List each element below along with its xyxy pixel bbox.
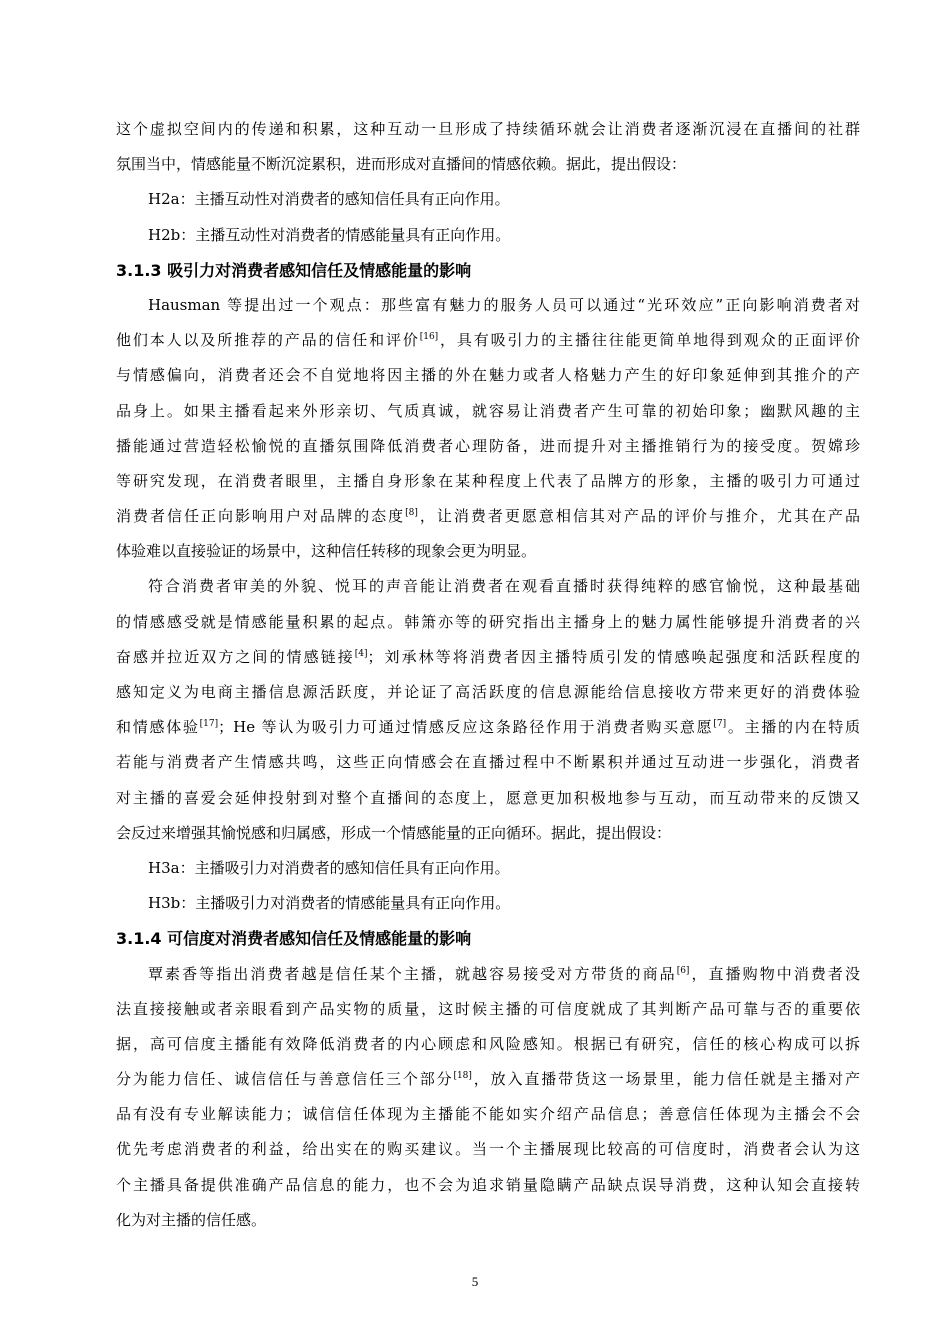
body-line: 若能与消费者产生情感共鸣，这些正向情感会在直播过程中不断累积并通过互动进一步强化，消费者 [116, 753, 860, 772]
citation: [6] [676, 965, 690, 976]
hypothesis-h3b: H3b：主播吸引力对消费者的情感能量具有正向作用。 [148, 894, 511, 913]
citation: [8] [405, 508, 418, 519]
body-line: 符合消费者审美的外貌、悦耳的声音能让消费者在观看直播时获得纯粹的感官愉悦，这种最基础 [148, 577, 860, 596]
body-line: 消费者信任正向影响用户对品牌的态度[8]，让消费者更愿意相信其对产品的评价与推介，尤其在产品 [116, 507, 860, 526]
section-heading-3-1-4: 3.1.4 可信度对消费者感知信任及情感能量的影响 [116, 929, 472, 949]
body-line: 感知定义为电商主播信息源活跃度，并论证了高活跃度的信息源能给信息接收方带来更好的消费体验 [116, 683, 860, 701]
body-line: 和情感体验[17]；He 等认为吸引力可通过情感反应这条路径作用于消费者购买意愿[7]。主播的内在特质 [116, 718, 860, 737]
body-line: 这个虚拟空间内的传递和积累，这种互动一旦形成了持续循环就会让消费者逐渐沉浸在直播间的社群 [116, 120, 860, 138]
body-line: 覃素香等指出消费者越是信任某个主播，就越容易接受对方带货的商品[6]，直播购物中消费者没 [148, 964, 860, 983]
body-line: Hausman 等提出过一个观点：那些富有魅力的服务人员可以通过“光环效应”正向影响消费者对 [148, 295, 860, 314]
citation: [16] [419, 332, 439, 343]
body-line: 法直接接触或者亲眼看到产品实物的质量，这时候主播的可信度就成了其判断产品可靠与否的重要依 [116, 999, 860, 1018]
body-line: 等研究发现，在消费者眼里，主播自身形象在某种程度上代表了品牌方的形象，主播的吸引力可通过 [116, 471, 860, 490]
body-line: 他们本人以及所推荐的产品的信任和评价[16]，具有吸引力的主播往往能更简单地得到观众的正面评价 [116, 331, 860, 350]
page-body [116, 112, 860, 1238]
body-line: 氛围当中，情感能量不断沉淀累积，进而形成对直播间的情感依赖。据此，提出假设： [116, 155, 687, 174]
body-line: 据，高可信度主播能有效降低消费者的内心顾虑和风险感知。根据已有研究，信任的核心构成可以拆 [116, 1034, 860, 1053]
body-line: 对主播的喜爱会延伸投射到对整个直播间的态度上，愿意更加积极地参与互动，而互动带来的反馈又 [116, 788, 860, 807]
body-line: 与情感偏向，消费者还会不自觉地将因主播的外在魅力或者人格魅力产生的好印象延伸到其推介的产 [116, 366, 860, 385]
hypothesis-h2b: H2b：主播互动性对消费者的情感能量具有正向作用。 [148, 225, 511, 244]
body-line: 播能通过营造轻松愉悦的直播氛围降低消费者心理防备，进而提升对主播推销行为的接受度。贺嫦珍 [116, 436, 860, 455]
body-line: 奋感并拉近双方之间的情感链接[4]；刘承林等将消费者因主播特质引发的情感唤起强度和活跃程度的 [116, 647, 860, 666]
body-line: 的情感感受就是情感能量积累的起点。韩箫亦等的研究指出主播身上的魅力属性能够提升消费者的兴 [116, 612, 860, 631]
body-line: 品有没有专业解读能力；诚信信任体现为主播能不能如实介绍产品信息；善意信任体现为主播会不会 [116, 1105, 860, 1124]
body-line: 品身上。如果主播看起来外形亲切、气质真诚，就容易让消费者产生可靠的初始印象；幽默风趣的主 [116, 401, 860, 420]
body-line: 优先考虑消费者的利益，给出实在的购买建议。当一个主播展现比较高的可信度时，消费者会认为这 [116, 1140, 860, 1159]
citation: [7] [713, 719, 727, 730]
citation: [18] [453, 1071, 472, 1082]
citation: [17] [199, 719, 219, 730]
section-heading-3-1-3: 3.1.3 吸引力对消费者感知信任及情感能量的影响 [116, 260, 472, 280]
body-line: 个主播具备提供准确产品信息的能力，也不会为追求销量隐瞒产品缺点误导消费，这种认知会直接转 [116, 1175, 860, 1194]
citation: [4] [354, 648, 368, 659]
body-line: 会反过来增强其愉悦感和归属感，形成一个情感能量的正向循环。据此，提出假设： [116, 823, 672, 842]
hypothesis-h2a: H2a：主播互动性对消费者的感知信任具有正向作用。 [148, 190, 510, 209]
body-line: 体验难以直接验证的场景中，这种信任转移的现象会更为明显。 [116, 542, 537, 561]
hypothesis-h3a: H3a：主播吸引力对消费者的感知信任具有正向作用。 [148, 858, 510, 877]
page-number: 5 [471, 1274, 479, 1289]
body-line: 分为能力信任、诚信信任与善意信任三个部分[18]，放入直播带货这一场景里，能力信任就是主播对产 [116, 1070, 860, 1089]
body-line: 化为对主播的信任感。 [116, 1210, 267, 1229]
